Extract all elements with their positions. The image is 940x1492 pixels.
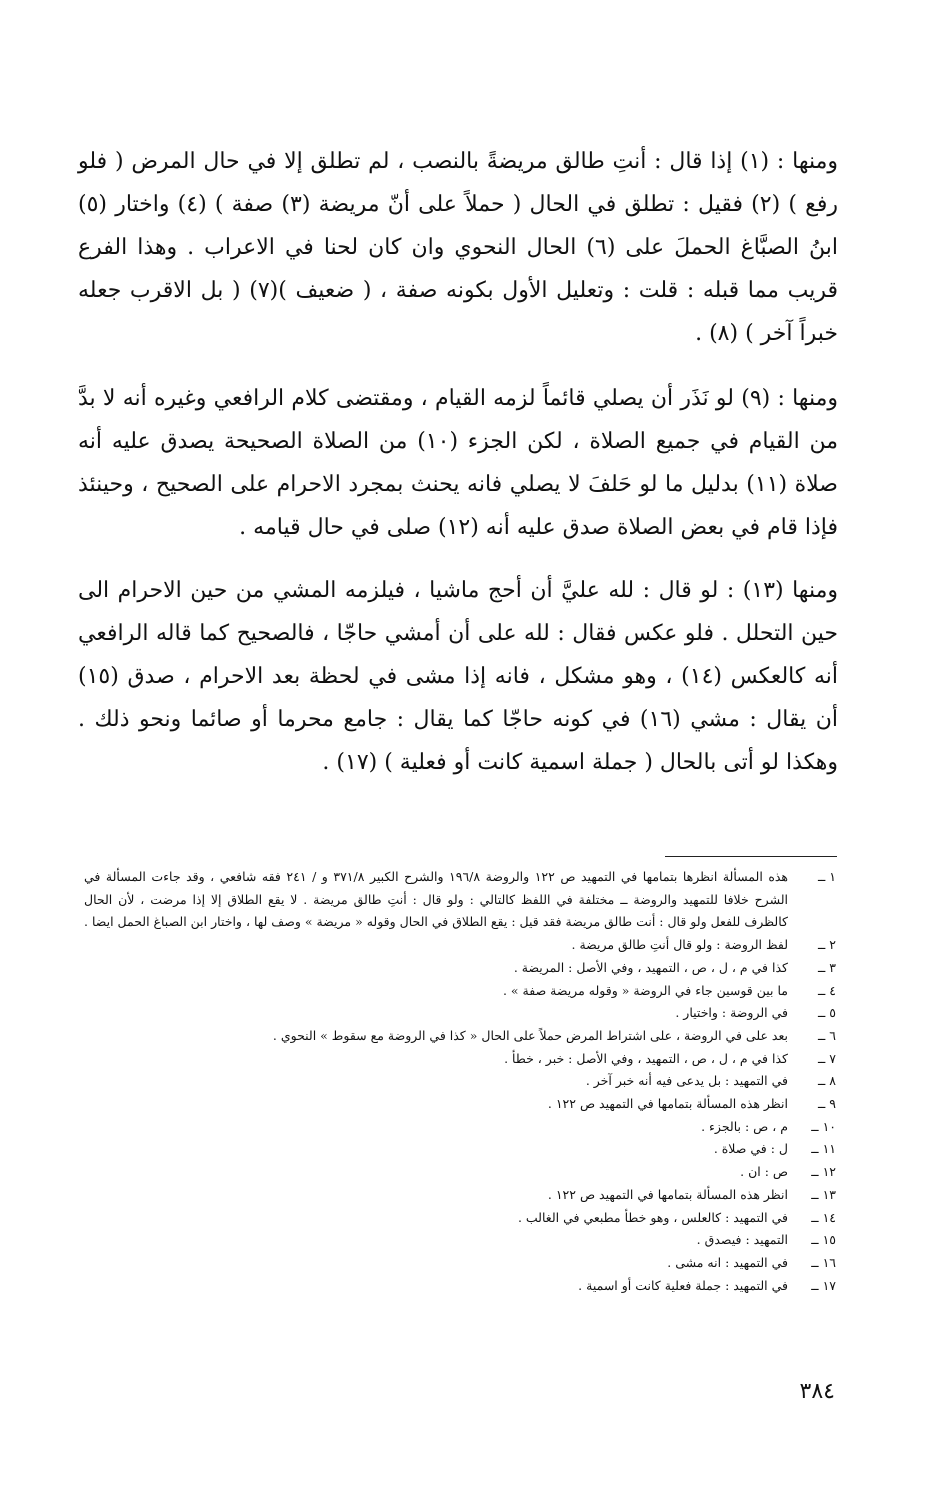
footnote-text: التمهيد : فيصدق . — [696, 1232, 788, 1248]
footnote-number: ٢ ــ — [817, 937, 836, 953]
footnote — [84, 957, 836, 980]
footnote — [84, 1048, 836, 1071]
footnote-number: ٩ ــ — [817, 1096, 836, 1112]
footnote-number: ١٥ ــ — [811, 1232, 836, 1248]
footnote — [84, 1252, 836, 1275]
page-number: ٣٨٤ — [799, 1379, 835, 1404]
footnote — [84, 1116, 836, 1139]
footnote — [84, 866, 836, 934]
footnote-text: في التمهيد : بل يدعى فيه أنه خبر آخر . — [585, 1073, 788, 1089]
footnote-number: ٨ ــ — [817, 1073, 836, 1089]
paragraph-1: ومنها : (١) إذا قال : أنتِ طالق مريضةً بالنصب ، لم تطلق إلا في حال المرض ( فلو رفع ) (٢) فقيل : تطلق في الحال ( حملاً على أنّ مريضة (٣) صفة ) (٤) واختار (٥) ابنُ الصبَّاغ الحملَ على (٦) الحال النحوي وان كان لحنا في الاعراب . وهذا الفرع قريب مما قبله : قلت : وتعليل الأول بكونه صفة ، ( ضعيف )(٧) ( بل الاقرب جعله خبراً آخر ) (٨) . — [78, 149, 839, 346]
footnote — [84, 1070, 836, 1093]
footnote-text: م ، ص : بالجزء . — [701, 1118, 788, 1134]
footnote-number: ١٣ ــ — [811, 1186, 836, 1202]
footnote-text: انظر هذه المسألة بتمامها في التمهيد ص ١٢٢ . — [547, 1186, 788, 1202]
footnote-number: ١١ ــ — [811, 1141, 836, 1157]
footnote-number: ٦ ــ — [817, 1027, 836, 1043]
footnote — [84, 980, 836, 1003]
footnote-number: ٣ ــ — [817, 959, 836, 975]
footnote — [84, 1229, 836, 1252]
footnote-text: هذه المسألة انظرها بتمامها في التمهيد ص ١٢٢ والروضة ١٩٦/٨ والشرح الكبير ٣٧١/٨ و / ٢٤١ فقه شافعي ، وقد جاءت المسألة في الشرح خلافا للتمهيد والروضة ــ مختلفة في اللفظ كالتالي : ولو قال : أنتِ طالق مريضة . لا يقع الطلاق إلا إذا مرضت ، لأن الحال كالظرف للفعل ولو قال : أنت طالق مريضة فقد قيل : يقع الطلاق في الحال وقوله « مريضة » وصف لها ، واختار ابن الصباغ الحمل ايضا . — [84, 869, 789, 930]
footnote — [84, 1184, 836, 1207]
footnote-text: كذا في م ، ل ، ص ، التمهيد ، وفي الأصل : خبر ، خطأ . — [504, 1050, 788, 1066]
footnote-number: ١٢ ــ — [811, 1164, 836, 1180]
footnote — [84, 934, 836, 957]
paragraph-2: ومنها : (٩) لو نَذَر أن يصلي قائماً لزمه القيام ، ومقتضى كلام الرافعي وغيره أنه لا بدَّ من القيام في جميع الصلاة ، لكن الجزء (١٠) من الصلاة الصحيحة يصدق عليه أنه صلاة (١١) بدليل ما لو حَلفَ لا يصلي فانه يحنث بمجرد الاحرام على الصحيح ، وحينئذ فإذا قام في بعض الصلاة صدق عليه أنه (١٢) صلى في حال قيامه . — [78, 386, 839, 540]
footnote — [84, 1025, 836, 1048]
footnote-text: ص : ان . — [740, 1164, 788, 1180]
footnote — [84, 1207, 836, 1230]
footnote-text: في التمهيد : انه مشى . — [667, 1254, 788, 1270]
footnote-number: ١٧ ــ — [811, 1277, 836, 1293]
footnote-number: ١ ــ — [817, 869, 836, 884]
footnote-separator — [665, 856, 837, 857]
footnote-text: في التمهيد : جملة فعلية كانت أو اسمية . — [578, 1277, 788, 1293]
footnote-text: كذا في م ، ل ، ص ، التمهيد ، وفي الأصل : المريضة . — [513, 959, 788, 975]
main-text — [78, 140, 838, 806]
footnote-number: ١٠ ــ — [811, 1118, 836, 1134]
footnote — [84, 1002, 836, 1025]
footnote-number: ٤ ــ — [817, 982, 836, 998]
footnote-text: انظر هذه المسألة بتمامها في التمهيد ص ١٢٢ . — [547, 1096, 788, 1112]
footnote-number: ٧ ــ — [817, 1050, 836, 1066]
footnote-number: ١٦ ــ — [811, 1254, 836, 1270]
footnote-text: ل : في صلاة . — [713, 1141, 788, 1157]
footnote-text: ما بين قوسين جاء في الروضة « وقوله مريضة صفة » . — [502, 982, 788, 998]
footnote-text: في التمهيد : كالعلس ، وهو خطأ مطبعي في الغالب . — [517, 1209, 788, 1225]
footnote-number: ٥ ــ — [817, 1005, 836, 1021]
paragraph-3: ومنها (١٣) : لو قال : لله عليَّ أن أحج ماشيا ، فيلزمه المشي من حين الاحرام الى حين التحلل . فلو عكس فقال : لله على أن أمشي حاجّا ، فالصحيح كما قاله الرافعي أنه كالعكس (١٤) ، وهو مشكل ، فانه إذا مشى في لحظة بعد الاحرام ، صدق (١٥) أن يقال : مشي (١٦) في كونه حاجّا كما يقال : جامع محرما أو صائما ونحو ذلك . وهكذا لو أتى بالحال ( جملة اسمية كانت أو فعلية ) (١٧) . — [78, 578, 838, 775]
footnote-number: ١٤ ــ — [811, 1209, 836, 1225]
footnotes — [84, 866, 836, 1297]
footnote-text: لفظ الروضة : ولو قال أنتِ طالق مريضة . — [571, 937, 788, 953]
footnote — [84, 1275, 836, 1298]
footnote — [84, 1093, 836, 1116]
footnote-text: في الروضة : واختيار . — [675, 1005, 788, 1021]
footnote-text: بعد على في الروضة ، على اشتراط المرض حملاً على الحال « كذا في الروضة مع سقوط » النحوي . — [272, 1027, 788, 1043]
footnote — [84, 1138, 836, 1161]
footnote — [84, 1161, 836, 1184]
